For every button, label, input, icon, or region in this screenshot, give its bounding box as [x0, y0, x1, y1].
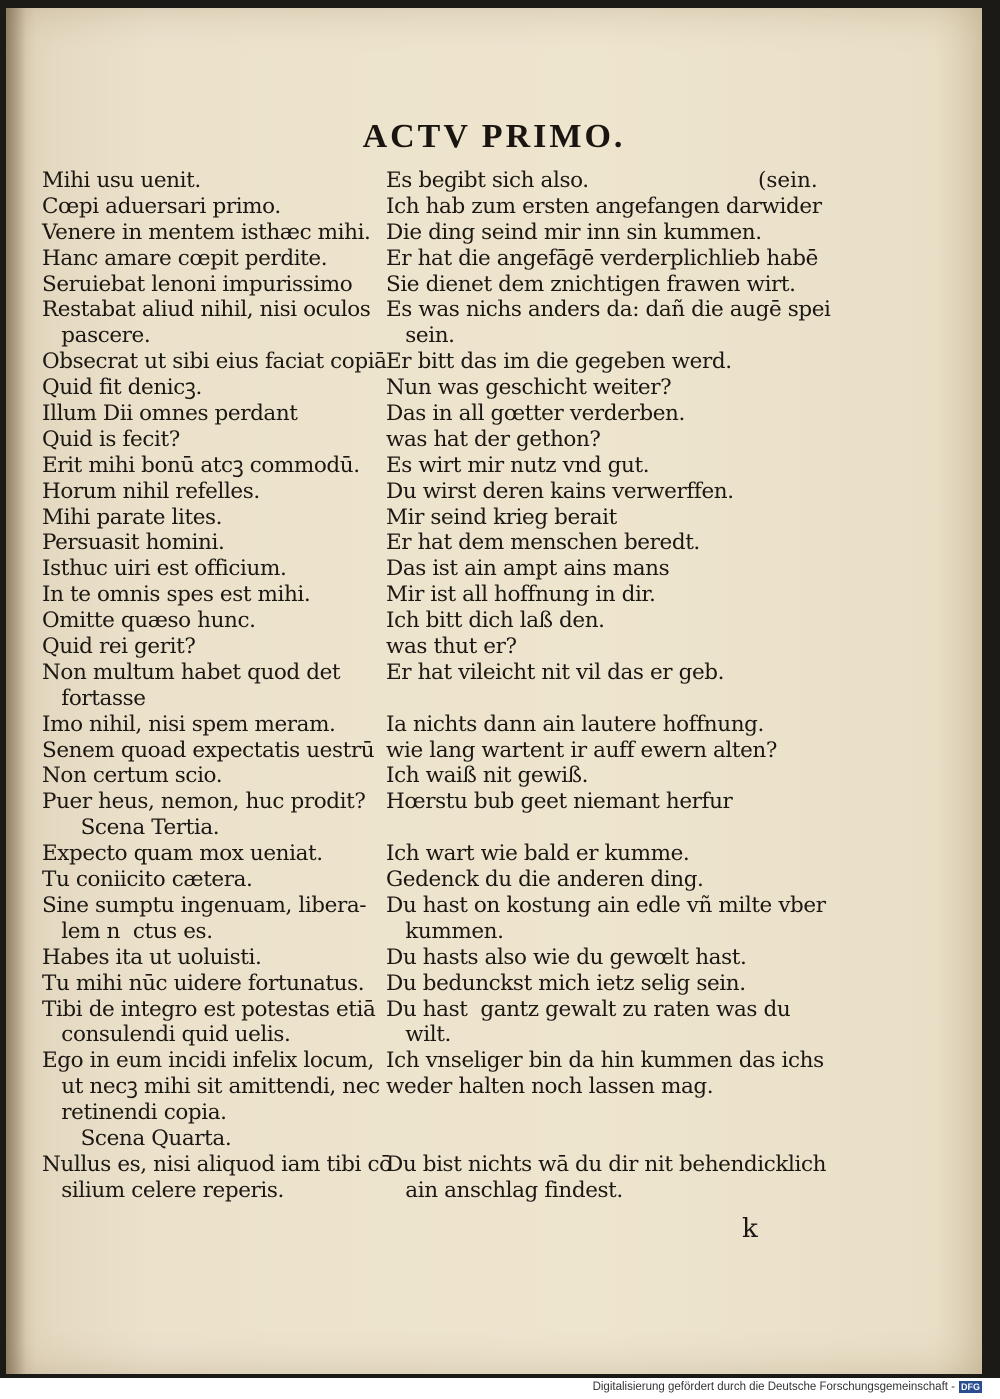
- latin-line: Quid is fecit?: [42, 426, 180, 452]
- german-line: Du bist nichts wā du dir nit behendicklich: [386, 1151, 827, 1177]
- german-line: Er hat dem menschen beredt.: [386, 530, 700, 556]
- footer-text: Digitalisierung gefördert durch die Deutsche Forschungsgemeinschaft -: [592, 1381, 955, 1394]
- german-line: Es begibt sich also.: [386, 168, 589, 193]
- german-line: Ich vnseliger bin da hin kummen das ichs: [386, 1048, 824, 1074]
- latin-line: Seruiebat lenoni impurissimo: [42, 271, 353, 297]
- german-line: Ich wart wie bald er kumme.: [386, 841, 690, 867]
- latin-line: Erit mihi bonū atcꝫ commodū.: [42, 452, 360, 478]
- latin-line: retinendi copia.: [42, 1100, 227, 1126]
- latin-line: fortasse: [42, 685, 146, 711]
- latin-line: Cœpi aduersari primo.: [42, 193, 281, 219]
- latin-line: Ego in eum incidi infelix locum,: [42, 1048, 374, 1074]
- german-line: Er hat die angefāgē verderplichlieb habē: [386, 245, 818, 271]
- german-line: kummen.: [386, 918, 504, 944]
- german-line: was hat der gethon?: [386, 426, 601, 452]
- german-line: Hœrstu bub geet niemant herfur: [386, 789, 733, 815]
- german-line: Ich hab zum ersten angefangen darwider: [386, 193, 822, 219]
- german-line: wie lang wartent ir auff ewern alten?: [386, 737, 778, 763]
- german-line: Du hasts also wie du gewœlt hast.: [386, 944, 747, 970]
- latin-line: Omitte quæso hunc.: [42, 608, 256, 634]
- latin-line: Senem quoad expectatis uestrū: [42, 737, 375, 763]
- latin-line: Scena Quarta.: [42, 1125, 232, 1151]
- latin-line: Tu coniicito cætera.: [42, 867, 253, 893]
- german-line: ain anschlag findest.: [386, 1177, 623, 1203]
- latin-line: ut necꝫ mihi sit amittendi, nec: [42, 1074, 380, 1100]
- german-line: Ich waiß nit gewiß.: [386, 763, 589, 789]
- latin-line: Habes ita ut uoluisti.: [42, 944, 262, 970]
- latin-line: Sine sumptu ingenuam, libera-: [42, 892, 367, 918]
- latin-line: Tu mihi nūc uidere fortunatus.: [42, 970, 365, 996]
- dfg-logo: DFG: [961, 1382, 980, 1392]
- german-line: Er bitt das im die gegeben werd.: [386, 349, 732, 375]
- latin-line: Quid fit denicꝫ.: [42, 375, 202, 401]
- german-line: was thut er?: [386, 634, 517, 660]
- latin-line: Hanc amare cœpit perdite.: [42, 245, 328, 271]
- german-line: Das in all gœtter verderben.: [386, 401, 685, 427]
- german-line: Ich bitt dich laß den.: [386, 608, 605, 634]
- german-line: Nun was geschicht weiter?: [386, 375, 672, 401]
- latin-line: Mihi usu uenit.: [42, 168, 201, 193]
- german-line: Ia nichts dann ain lautere hoffnung.: [386, 711, 764, 737]
- german-line: Es was nichs anders da: dañ die augē spei: [386, 297, 831, 323]
- latin-line: Persuasit homini.: [42, 530, 225, 556]
- latin-line: Expecto quam mox ueniat.: [42, 841, 323, 867]
- latin-line: Restabat aliud nihil, nisi oculos: [42, 297, 371, 323]
- latin-line: lem n ctus es.: [42, 918, 213, 944]
- latin-line: Illum Dii omnes perdant: [42, 401, 298, 427]
- german-line: Mir seind krieg berait: [386, 504, 617, 530]
- german-line: Du hast on kostung ain edle vñ milte vber: [386, 892, 826, 918]
- german-line: Sie dienet dem znichtigen frawen wirt.: [386, 271, 796, 297]
- latin-line: consulendi quid uelis.: [42, 1022, 291, 1048]
- latin-line: Non multum habet quod det: [42, 659, 341, 685]
- latin-line: In te omnis spes est mihi.: [42, 582, 311, 608]
- german-line: Das ist ain ampt ains mans: [386, 556, 670, 582]
- latin-line: Horum nihil refelles.: [42, 478, 260, 504]
- german-line: [386, 1126, 816, 1152]
- german-line: Du wirst deren kains verwerffen.: [386, 478, 734, 504]
- signature-mark: k: [742, 1214, 758, 1244]
- latin-line: Scena Tertia.: [42, 815, 220, 841]
- latin-line: Isthuc uiri est officium.: [42, 556, 287, 582]
- margin-continuation: (sein.: [758, 168, 818, 193]
- latin-column: [42, 168, 392, 1204]
- latin-line: silium celere reperis.: [42, 1177, 284, 1203]
- german-column: [386, 168, 831, 1204]
- german-line: Mir ist all hoffnung in dir.: [386, 582, 656, 608]
- latin-line: pascere.: [42, 323, 151, 349]
- latin-line: Quid rei gerit?: [42, 634, 196, 660]
- page-heading: ACTV PRIMO.: [362, 118, 626, 155]
- latin-line: Mihi parate lites.: [42, 504, 223, 530]
- german-line: [386, 1100, 816, 1126]
- german-line: Du bedunckst mich ietz selig sein.: [386, 970, 746, 996]
- latin-line: Non certum scio.: [42, 763, 223, 789]
- german-line: Gedenck du die anderen ding.: [386, 867, 704, 893]
- german-line: Du hast gantz gewalt zu raten was du: [386, 996, 791, 1022]
- german-line: Es wirt mir nutz vnd gut.: [386, 452, 650, 478]
- book-page: [6, 8, 982, 1374]
- latin-line: Tibi de integro est potestas etiā: [42, 996, 376, 1022]
- latin-line: Nullus es, nisi aliquod iam tibi cō: [42, 1151, 392, 1177]
- german-line: wilt.: [386, 1022, 451, 1048]
- german-line: Er hat vileicht nit vil das er geb.: [386, 659, 725, 685]
- footer: [0, 1381, 982, 1393]
- latin-line: Venere in mentem isthæc mihi.: [42, 219, 371, 245]
- latin-line: Obsecrat ut sibi eius faciat copiā: [42, 349, 387, 375]
- german-line: Die ding seind mir inn sin kummen.: [386, 219, 762, 245]
- german-line: [386, 815, 816, 841]
- latin-line: Imo nihil, nisi spem meram.: [42, 711, 336, 737]
- german-line: [386, 686, 816, 712]
- german-line: sein.: [386, 323, 455, 349]
- german-line: weder halten noch lassen mag.: [386, 1074, 714, 1100]
- latin-line: Puer heus, nemon, huc prodit?: [42, 789, 366, 815]
